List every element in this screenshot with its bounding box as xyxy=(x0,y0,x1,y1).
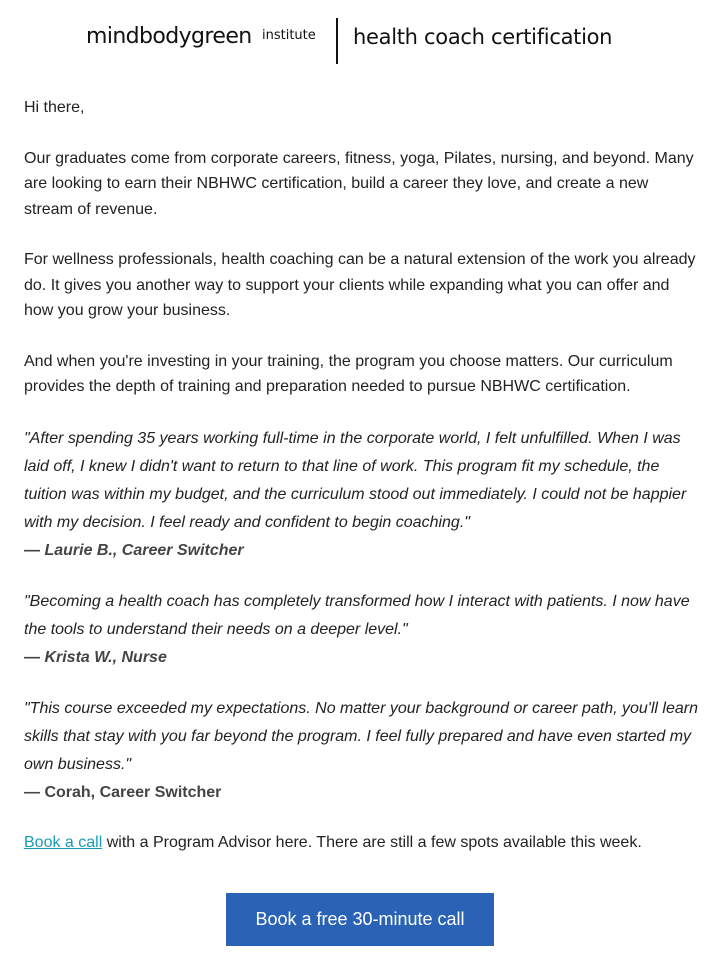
email-body xyxy=(24,95,700,855)
book-call-link[interactable]: Book a call xyxy=(24,833,103,851)
greeting: Hi there, xyxy=(24,99,85,116)
brand-logo-text: mindbodygreen xyxy=(86,24,252,49)
book-call-button[interactable]: Book a free 30-minute call xyxy=(226,893,494,946)
testimonial-quote: "Becoming a health coach has completely transformed how I interact with patients. I now have the tools to understand their needs on a deeper level." xyxy=(24,592,690,638)
testimonial-attribution: — Krista W., Nurse xyxy=(24,648,167,666)
testimonial-attribution: — Corah, Career Switcher xyxy=(24,783,222,801)
testimonial-quote: "After spending 35 years working full-time in the corporate world, I felt unfulfilled. When I was laid off, I knew I didn't want to return to that line of work. This program fit my schedule, the tuition was within my budget, and the curriculum stood out immediately. I could not be happier with my decision. I feel ready and confident to begin coaching." xyxy=(24,429,687,531)
header-divider xyxy=(336,18,338,64)
testimonial-quote: "This course exceeded my expectations. No matter your background or career path, you'll learn skills that stay with you far beyond the program. I feel fully prepared and have even started my own business." xyxy=(24,699,698,773)
cta-sentence xyxy=(24,830,700,856)
cta-text: with a Program Advisor here. There are still a few spots available this week. xyxy=(102,833,642,851)
paragraph-wellness: For wellness professionals, health coaching can be a natural extension of the work you already do. It gives you another way to support your clients while expanding what you can offer and how you grow your business. xyxy=(24,251,696,319)
paragraph-graduates: Our graduates come from corporate careers, fitness, yoga, Pilates, nursing, and beyond. Many are looking to earn their NBHWC certification, build a career they love, and create a new stream of revenue. xyxy=(24,149,694,218)
testimonial-attribution: — Laurie B., Career Switcher xyxy=(24,541,244,559)
paragraph-investing: And when you're investing in your training, the program you choose matters. Our curriculum provides the depth of training and preparation needed to pursue NBHWC certification. xyxy=(24,352,673,395)
brand-institute-label: institute xyxy=(262,28,316,43)
certification-title: health coach certification xyxy=(353,25,613,49)
email-header xyxy=(0,18,720,64)
